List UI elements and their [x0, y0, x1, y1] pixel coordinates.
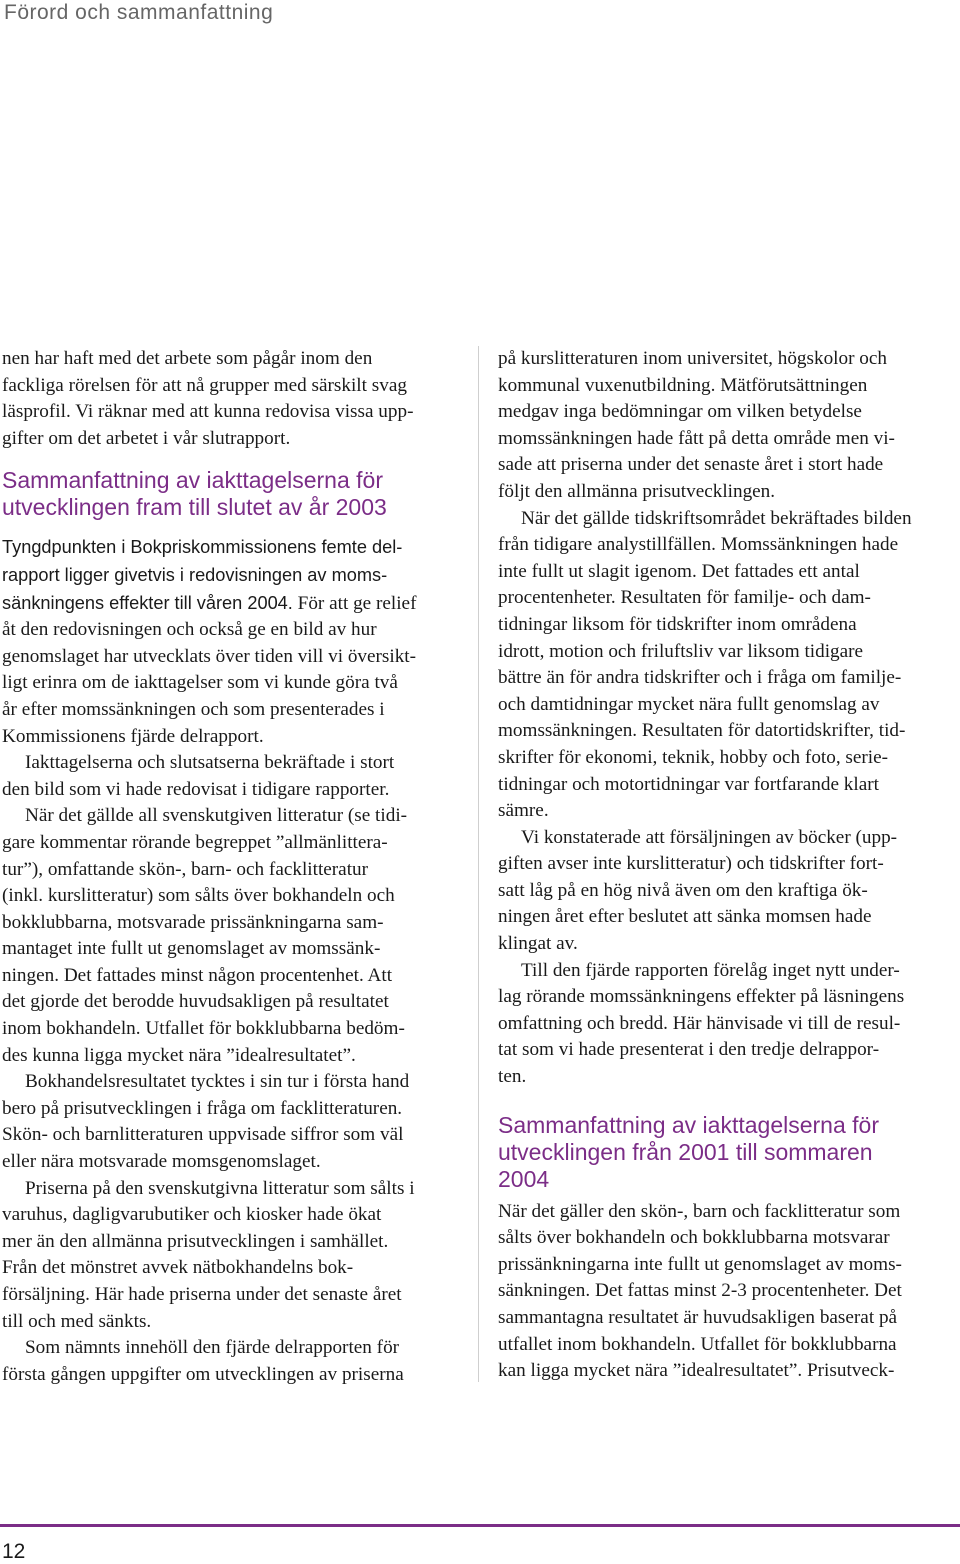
left-paragraph-5: Bokhandelsresultatet tycktes i sin tur i första hand bero på prisutvecklingen i fråga om facklitteraturen. Skön- och barnlitteraturen uppvisade siffror som väl eller nära motsvarade momsgenomslaget. [2, 1071, 410, 1173]
lead-in-continuation: För att ge relief åt den redovisningen och också ge en bild av hur genomslaget har utvecklats över tiden vill vi översikt- ligt erinra om de iakttagelser som vi kunde göra två år efter momssänkningen och som presenterades i Kommissionens fjärde delrapport. [2, 592, 417, 747]
footer-rule [0, 1524, 960, 1527]
page-number: 12 [2, 1540, 26, 1563]
left-paragraph-6: Priserna på den svenskutgivna litteratur som sålts i varuhus, dagligvarubutiker och kiosker hade ökat mer än den allmänna prisutvecklingen i samhället. Från det mönstret avvek nätbokhandelns bok- försäljning. Här hade priserna under det senaste året till och med sänkts. [2, 1177, 415, 1332]
running-head: Förord och sammanfattning [4, 1, 274, 24]
left-paragraph-4: När det gällde all svenskutgiven litteratur (se tidi- gare kommentar rörande begreppet ”allmänlittera- tur”), omfattande skön-, barn- och facklitteratur (inkl. kurslitteratur) som sålts över bokhandeln och bokklubbarna, motsvarade prissänkningarna sam- mantaget inte fullt ut genomslaget av momssänk- ningen. Det fattades minst någon procentenhet. Att det gjorde det berodde huvudsakligen på resultatet inom bokhandeln. Utfallet för bokklubbarna bedöm- des kunna ligga mycket nära ”idealresultatet”. [2, 805, 408, 1066]
right-paragraph-5: När det gäller den skön-, barn och facklitteratur som sålts över bokhandeln och bokklubbarna motsvarar prissänkningarna inte fullt ut genomslaget av moms- sänkningen. Det fattas minst 2-3 procentenheter. Det sammantagna resultatet är huvudsakligen baserat på utfallet inom bokhandeln. Utfallet för bokklubbarna kan ligga mycket nära ”idealresultatet”. Prisutveck- [498, 1200, 902, 1382]
left-paragraph-3: Iakttagelserna och slutsatserna bekräftade i stort den bild som vi hade redovisat i tidigare rapporter. [2, 752, 395, 800]
right-paragraph-2: När det gällde tidskriftsområdet bekräftades bilden från tidigare analystillfällen. Momssänkningen hade inte fullt ut slagit igenom. Det fattades ett antal procentenheter. Resultaten för familje- och dam- tidningar liksom för tidskrifter inom områdena idrott, motion och friluftsliv var liksom tidigare bättre än för andra tidskrifter och i fråga om familje- och damtidningar mycket nära fullt genomslag av momssänkningen. Resultaten för datortidskrifter, tid- skrifter för ekonomi, teknik, hobby och foto, serie- tidningar och motortidningar var fortfarande klart sämre. [498, 507, 912, 822]
left-paragraph-7: Som nämnts innehöll den fjärde delrapporten för första gången uppgifter om utvecklingen av priserna [2, 1337, 404, 1385]
right-paragraph-1: på kurslitteraturen inom universitet, högskolor och kommunal vuxenutbildning. Mätförutsättningen medgav inga bedömningar om vilken betydelse momssänkningen hade fått på detta område men vi- sade att priserna under det senaste året i stort hade följt den allmänna prisutvecklingen. [498, 348, 895, 502]
right-paragraph-3: Vi konstaterade att försäljningen av böcker (upp- giften avser inte kurslitteratur) och tidskrifter fort- satt låg på en hög nivå även om den kraftiga ök- ningen året efter beslutet att sänka momsen hade klingat av. [498, 826, 898, 955]
section-heading-2001-2004: Sammanfattning av iakttagelserna för utvecklingen från 2001 till sommaren 2004 [498, 1111, 879, 1192]
column-divider [478, 346, 479, 1382]
left-column [2, 346, 464, 1388]
left-paragraph-1: nen har haft med det arbete som pågår inom den fackliga rörelsen för att nå grupper med särskilt svag läsprofil. Vi räknar med att kunna redovisa vissa upp- gifter om det arbetet i vår slutrapport. [2, 348, 414, 449]
left-paragraph-2 [2, 534, 464, 750]
right-column [498, 346, 960, 1385]
section-heading-2003: Sammanfattning av iakttagelserna för utvecklingen fram till slutet av år 2003 [2, 467, 387, 521]
lead-in-text: Tyngdpunkten i Bokpriskommissionens femte del- rapport ligger givetvis i redovisningen av moms- sänkningens effekter till våren 2004. [2, 537, 403, 613]
right-paragraph-4: Till den fjärde rapporten förelåg inget nytt under- lag rörande momssänkningens effekter på läsningens omfattning och bredd. Här hänvisade vi till de resul- tat som vi hade presenterat i den tredje delrappor- ten. [498, 959, 905, 1088]
